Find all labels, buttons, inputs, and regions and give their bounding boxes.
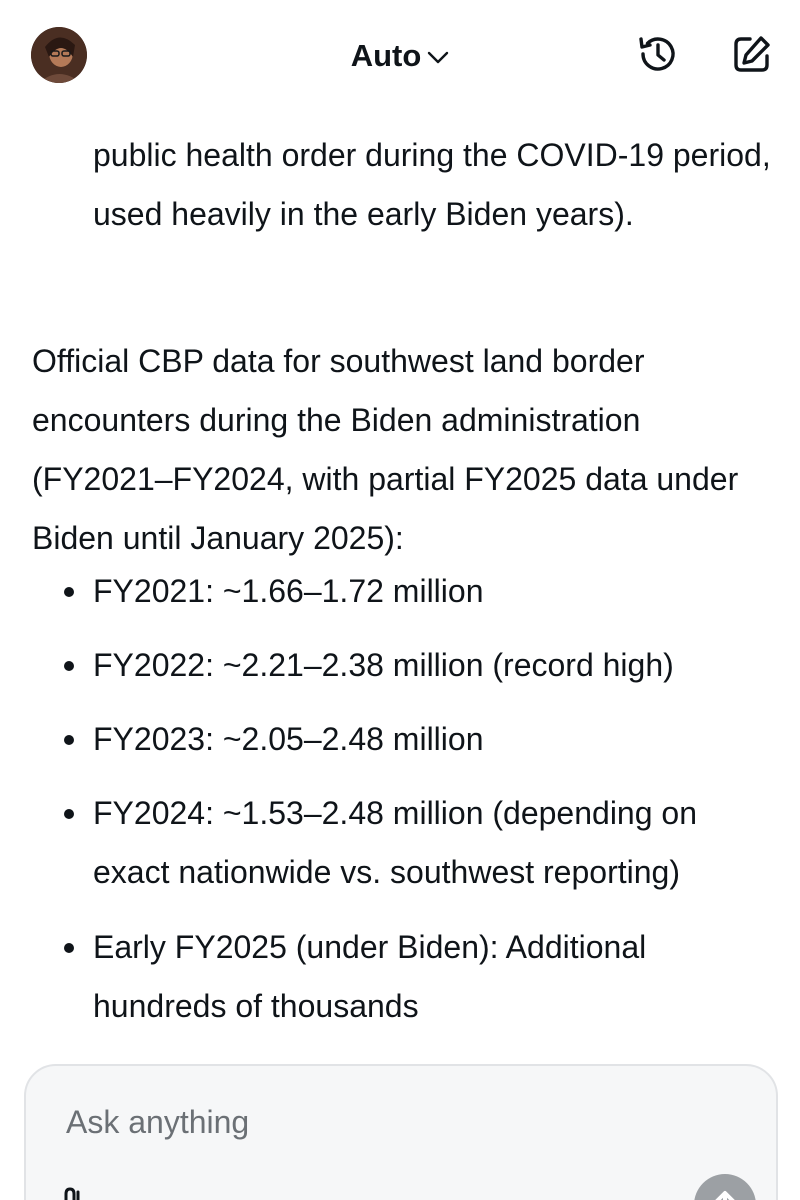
history-icon[interactable] [636, 32, 680, 76]
composer [24, 1064, 778, 1200]
list-item-text: Early FY2025 (under Biden): Additional hundreds of thousands [93, 929, 647, 1024]
model-label: Auto [350, 38, 422, 73]
list-item-text: FY2024: ~1.53–2.48 million (depending on exact nationwide vs. southwest reporting) [93, 795, 697, 890]
bullet-dot [64, 735, 74, 745]
bullet-dot [64, 943, 74, 953]
bullet-dot [64, 587, 74, 597]
chevron-down-icon [427, 35, 449, 75]
list-item-text: FY2022: ~2.21–2.38 million (record high) [93, 647, 674, 683]
bullet-dot [64, 809, 74, 819]
send-button[interactable] [694, 1174, 756, 1200]
chat-input[interactable] [66, 1104, 666, 1141]
message-continuation: public health order during the COVID-19 period, used heavily in the early Biden years). [93, 137, 771, 232]
bullet-dot [64, 661, 74, 671]
list-item-text: FY2023: ~2.05–2.48 million [93, 721, 484, 757]
message-paragraph: Official CBP data for southwest land border encounters during the Biden administration (FY2021–FY2024, with partial FY2025 data under Biden until January 2025): [32, 343, 739, 556]
compose-icon[interactable] [730, 32, 774, 76]
paperclip-icon[interactable] [56, 1184, 90, 1200]
arrow-up-icon [694, 1174, 756, 1200]
list-item-text: FY2021: ~1.66–1.72 million [93, 573, 484, 609]
chat-header [0, 0, 800, 110]
model-selector[interactable] [0, 36, 800, 76]
